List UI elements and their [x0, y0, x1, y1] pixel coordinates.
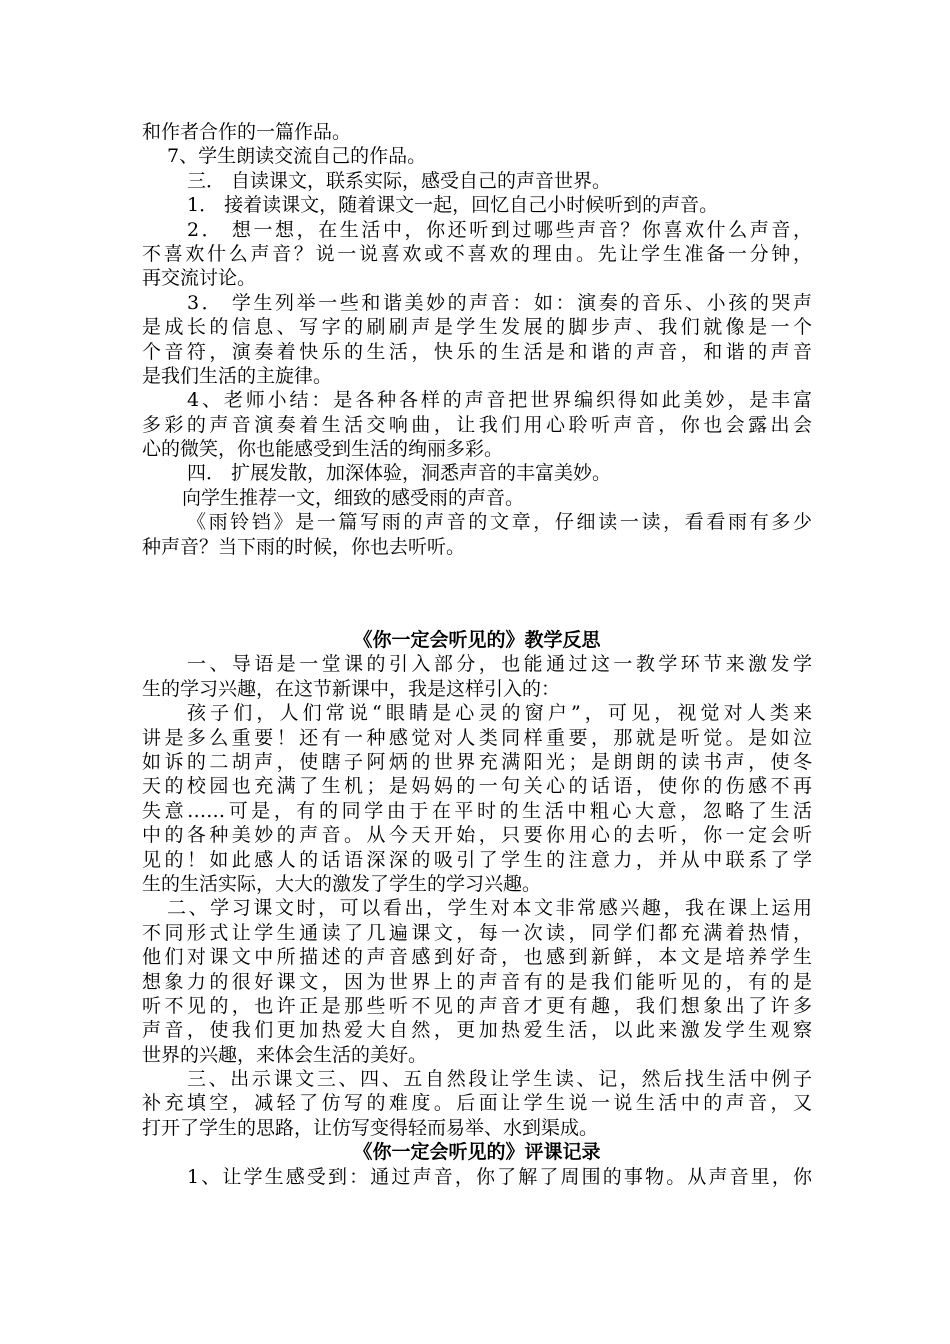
- lesson-evaluation-section: [142, 1140, 812, 1189]
- text-line: 补充填空，减轻了仿写的难度。后面让学生说一说生活中的声音，又: [142, 1092, 812, 1115]
- text-line: 是我们生活的主旋律。: [142, 364, 333, 387]
- text-line: 二、学习课文时，可以看出，学生对本文非常感兴趣，我在课上运用: [167, 897, 812, 920]
- reflection-title: 《你一定会听见的》教学反思: [353, 629, 601, 652]
- text-line: 失意……可是，有的同学由于在平时的生活中粗心大意，忽略了生活: [142, 799, 812, 822]
- document-page: [142, 120, 812, 1189]
- section-heading-line: 四． 扩展发散，加深体验，洞悉声音的丰富美妙。: [187, 462, 612, 485]
- text-line: 向学生推荐一文，细致的感受雨的声音。: [182, 486, 525, 509]
- text-line: 是成长的信息、写字的刷刷声是学生发展的脚步声、我们就像是一个: [142, 316, 812, 339]
- text-line: 孩子们，人们常说“眼睛是心灵的窗户”，可见，视觉对人类来: [187, 702, 812, 725]
- text-line: 再交流讨论。: [142, 267, 257, 290]
- text-line: 种声音？当下雨的时候，你也去听听。: [142, 535, 466, 558]
- lesson-plan-section: [142, 120, 812, 559]
- text-line: 心的微笑，你也能感受到生活的绚丽多彩。: [142, 438, 504, 461]
- text-line: 3． 学生列举一些和谐美妙的声音：如：演奏的音乐、小孩的哭声: [187, 291, 812, 314]
- text-line: 4、老师小结：是各种各样的声音把世界编织得如此美妙，是丰富: [187, 389, 812, 412]
- text-line: 2． 想一想，在生活中，你还听到过哪些声音？你喜欢什么声音，: [187, 218, 812, 241]
- spacer: [142, 559, 812, 628]
- text-line: 生的生活实际，大大的激发了学生的学习兴趣。: [142, 872, 542, 895]
- section-heading-line: 三． 自读课文，联系实际，感受自己的声音世界。: [187, 169, 612, 192]
- text-line: 个音符，演奏着快乐的生活，快乐的生活是和谐的声音，和谐的声音: [142, 340, 812, 363]
- teaching-reflection-section: [142, 628, 812, 1140]
- text-line: 7、学生朗读交流自己的作品。: [167, 145, 427, 168]
- text-line: 天的校园也充满了生机；是妈妈的一句关心的话语，使你的伤感不再: [142, 775, 812, 798]
- text-line: 世界的兴趣，来体会生活的美好。: [142, 1043, 428, 1066]
- text-line: 《雨铃铛》是一篇写雨的声音的文章，仔细读一读，看看雨有多少: [187, 511, 812, 534]
- text-line: 如诉的二胡声，使瞎子阿炳的世界充满阳光；是朗朗的读书声，使冬: [142, 750, 812, 773]
- text-line: 1． 接着读课文，随着课文一起，回忆自己小时候听到的声音。: [187, 194, 719, 217]
- text-line: 生的学习兴趣，在这节新课中，我是这样引入的：: [142, 677, 561, 700]
- text-line: 多彩的声音演奏着生活交响曲，让我们用心聆听声音，你也会露出会: [142, 413, 812, 436]
- text-line: 不喜欢什么声音？说一说喜欢或不喜欢的理由。先让学生准备一分钟，: [142, 242, 812, 265]
- evaluation-title: 《你一定会听见的》评课记录: [353, 1141, 601, 1164]
- text-line: 听不见的，也许正是那些听不见的声音才更有趣，我们想象出了许多: [142, 994, 812, 1017]
- text-line: 打开了学生的思路，让仿写变得轻而易举、水到渠成。: [142, 1116, 599, 1139]
- text-line: 声音，使我们更加热爱大自然，更加热爱生活，以此来激发学生观察: [142, 1019, 812, 1042]
- text-line: 想象力的很好课文，因为世界上的声音有的是我们能听见的，有的是: [142, 970, 812, 993]
- text-line: 中的各种美妙的声音。从今天开始，只要你用心的去听，你一定会听: [142, 824, 812, 847]
- text-line: 三、出示课文三、四、五自然段让学生读、记，然后找生活中例子: [187, 1068, 812, 1091]
- text-line: 他们对课文中所描述的声音感到好奇，也感到新鲜，本文是培养学生: [142, 946, 812, 969]
- text-line: 一、导语是一堂课的引入部分，也能通过这一教学环节来激发学: [187, 653, 812, 676]
- text-line: 讲是多么重要！还有一种感觉对人类同样重要，那就是听觉。是如泣: [142, 726, 812, 749]
- text-line: 不同形式让学生通读了几遍课文，每一次读，同学们都充满着热情，: [142, 921, 812, 944]
- text-line: 和作者合作的一篇作品。: [142, 121, 352, 143]
- text-line: 见的！如此感人的话语深深的吸引了学生的注意力，并从中联系了学: [142, 848, 812, 871]
- text-line: 1、让学生感受到：通过声音，你了解了周围的事物。从声音里，你: [187, 1165, 812, 1188]
